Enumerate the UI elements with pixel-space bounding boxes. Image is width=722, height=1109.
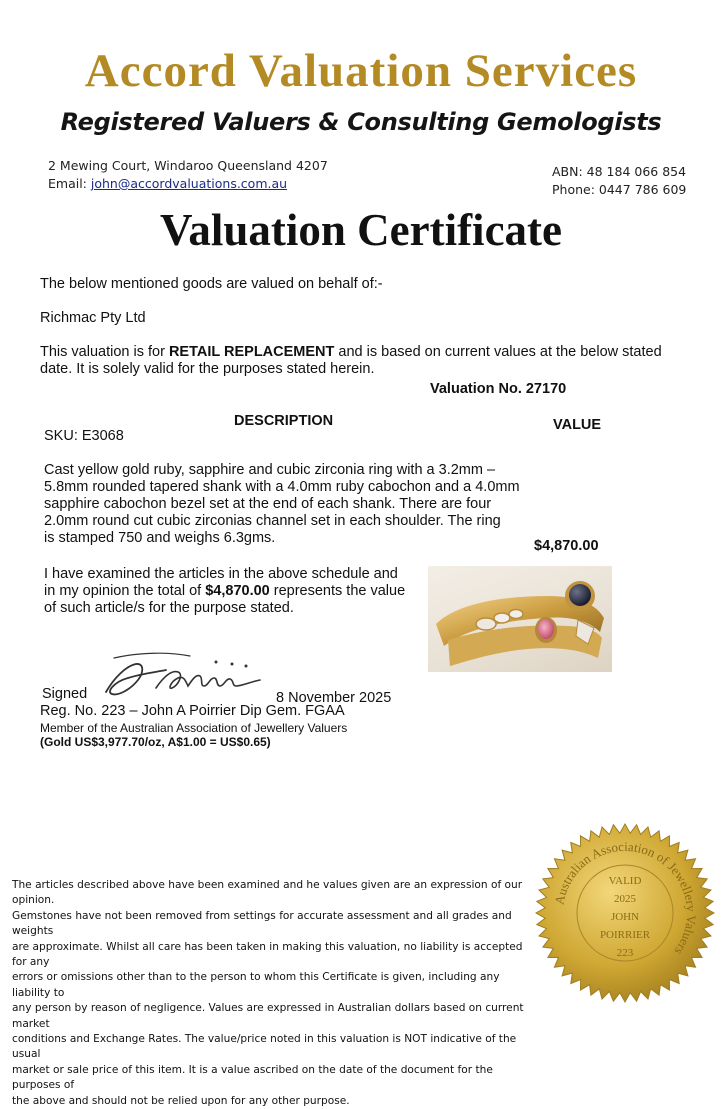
valuation-number: Valuation No. 27170 xyxy=(430,381,567,397)
purpose-suffix: and is based on current values at the below stated xyxy=(334,344,662,360)
disclaimer-line: Gemstones have not been removed from settings for accurate assessment and all grades and weights xyxy=(12,909,512,938)
valuation-date: 8 November 2025 xyxy=(276,690,392,706)
disclaimer-line: any person by reason of negligence. Values are expressed in Australian dollars based on current market xyxy=(12,1002,524,1030)
statement-line-1: I have examined the articles in the above schedule and xyxy=(44,566,398,582)
handwritten-signature xyxy=(100,648,270,709)
description-line: 2.0mm round cut cubic zirconias channel set in each shoulder. The ring xyxy=(44,513,501,529)
disclaimer-line: the above and should not be relied upon for any other purpose. xyxy=(12,1094,350,1107)
description-line: sapphire cabochon bezel set at the end of each shank. There are four xyxy=(44,496,492,512)
description-header: DESCRIPTION xyxy=(234,413,334,429)
abn-number: ABN: 48 184 066 854 xyxy=(552,164,687,179)
ring-illustration xyxy=(428,566,612,672)
email-row xyxy=(48,176,287,191)
purpose-type: RETAIL REPLACEMENT xyxy=(168,344,335,360)
intro-text: The below mentioned goods are valued on behalf of:- xyxy=(40,276,383,292)
sku: SKU: E3068 xyxy=(44,428,124,444)
email-link[interactable]: john@accordvaluations.com.au xyxy=(90,176,288,191)
purpose-line-1 xyxy=(40,344,690,361)
item-value: $4,870.00 xyxy=(534,538,599,554)
disclaimer-line: conditions and Exchange Rates. The value/price noted in this valuation is NOT indicative of the usual xyxy=(12,1033,517,1061)
ring-photo xyxy=(428,566,612,672)
signed-label: Signed xyxy=(42,686,88,702)
disclaimer-line: are approximate. Whilst all care has been taken in making this valuation, no liability is accepted for any xyxy=(12,940,523,969)
seal-ring-text: Australian Association of Jewellery Valuers xyxy=(551,838,700,958)
company-tagline: Registered Valuers & Consulting Gemologists xyxy=(60,108,662,136)
purpose-prefix: This valuation is for xyxy=(40,344,169,360)
statement-suffix: represents the value xyxy=(269,583,406,599)
seal-line: VALID xyxy=(608,875,642,887)
seal-line: JOHN xyxy=(610,911,640,923)
statement-prefix: in my opinion the total of xyxy=(44,583,206,599)
company-name: Accord Valuation Services xyxy=(84,45,638,97)
company-address: 2 Mewing Court, Windaroo Queensland 4207 xyxy=(48,158,328,173)
certificate-title: Valuation Certificate xyxy=(159,205,562,255)
disclaimer-line: The articles described above have been examined and he values given are an expression of our opinion. xyxy=(12,879,523,907)
description-line: is stamped 750 and weighs 6.3gms. xyxy=(44,530,276,546)
statement-line-3: of such article/s for the purpose stated. xyxy=(44,600,294,616)
value-header: VALUE xyxy=(553,417,602,433)
email-label: Email: xyxy=(48,176,87,191)
purpose-line-2: date. It is solely valid for the purposes stated herein. xyxy=(40,361,375,377)
association-seal xyxy=(534,822,716,1004)
disclaimer-line: errors or omissions other than to the person to whom this Certificate is given, including any liability to xyxy=(12,971,500,999)
disclaimer xyxy=(12,878,534,1109)
disclaimer-line: market or sale price of this item. It is a value ascribed on the date of the document for the purposes of xyxy=(12,1063,493,1092)
description-line: 5.8mm rounded tapered shank with a 4.0mm ruby cabochon and a 4.0mm xyxy=(44,479,520,495)
item-description xyxy=(44,462,534,547)
seal-line: 223 xyxy=(616,947,634,959)
membership-text: Member of the Australian Association of Jewellery Valuers xyxy=(40,721,348,735)
valuer-statement xyxy=(44,566,424,617)
statement-line-2 xyxy=(44,583,424,600)
statement-total: $4,870.00 xyxy=(205,583,270,599)
seal-line: POIRRIER xyxy=(599,929,651,941)
description-line: Cast yellow gold ruby, sapphire and cubic zirconia ring with a 3.2mm – xyxy=(44,462,496,478)
gold-rate: (Gold US$3,977.70/oz, A$1.00 = US$0.65) xyxy=(40,735,271,749)
registration-details: Reg. No. 223 – John A Poirrier Dip Gem. FGAA xyxy=(40,703,345,719)
seal-line: 2025 xyxy=(614,893,636,905)
phone-number: Phone: 0447 786 609 xyxy=(552,182,687,197)
client-name: Richmac Pty Ltd xyxy=(40,310,146,326)
